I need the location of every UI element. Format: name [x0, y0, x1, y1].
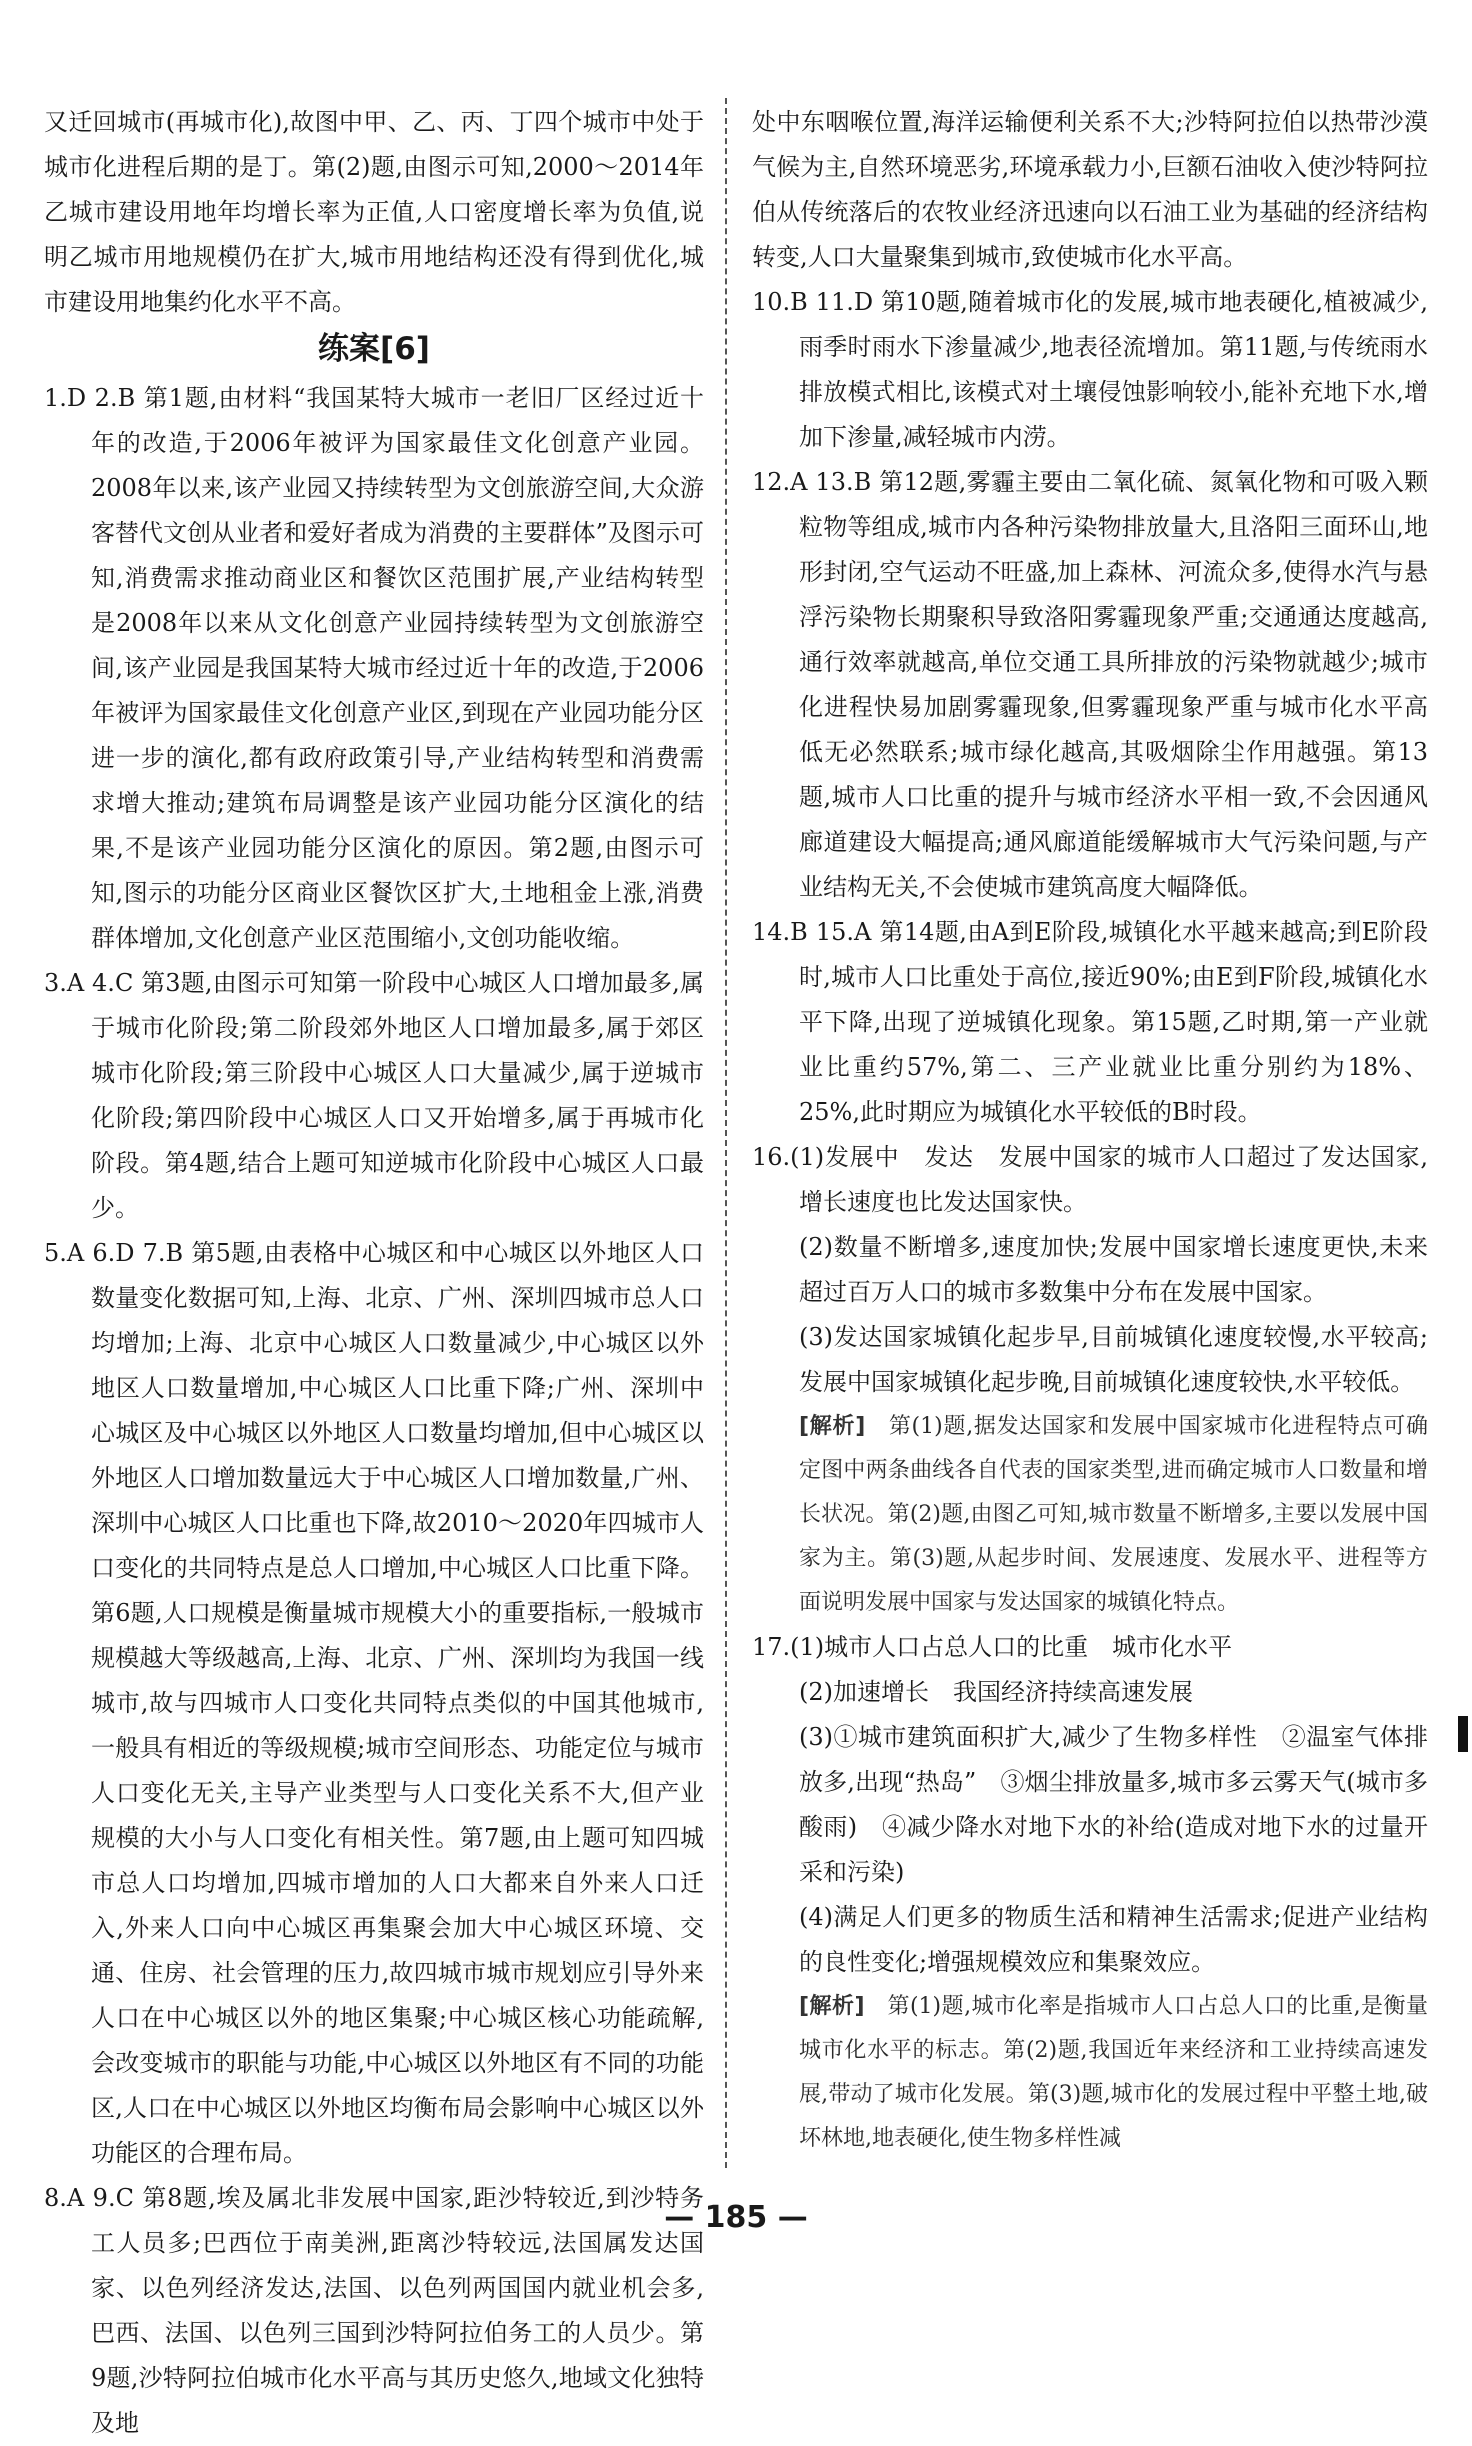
analysis-16	[752, 1405, 1428, 1625]
column-divider	[725, 98, 727, 2168]
answer-17-part4: (4)满足人们更多的物质生活和精神生活需求;促进产业结构的良性变化;增强规模效应和集聚效应。	[799, 1903, 1428, 1976]
answer-17-part3: (3)①城市建筑面积扩大,减少了生物多样性 ②温室气体排放多,出现“热岛” ③烟尘排放量多,城市多云雾天气(城市多酸雨) ④减少降水对地下水的补给(造成对地下水的过量开采和污染)	[799, 1723, 1428, 1886]
answer-8-9: 8.A 9.C 第8题,埃及属北非发展中国家,距沙特较近,到沙特务工人员多;巴西位于南美洲,距离沙特较远,法国属发达国家、以色列经济发达,法国、以色列两国国内就业机会多,巴西、法国、以色列三国到沙特阿拉伯务工的人员少。第9题,沙特阿拉伯城市化水平高与其历史悠久,地域文化独特及地	[44, 2184, 704, 2437]
section-heading: 练案[6]	[318, 331, 430, 367]
answer-9-continued: 处中东咽喉位置,海洋运输便利关系不大;沙特阿拉伯以热带沙漠气候为主,自然环境恶劣,环境承载力小,巨额石油收入使沙特阿拉伯从传统落后的农牧业经济迅速向以石油工业为基础的经济结构转变,人口大量聚集到城市,致使城市化水平高。	[752, 108, 1428, 271]
answer-17-part1: 17.(1)城市人口占总人口的比重 城市化水平	[752, 1633, 1233, 1661]
answer-16-part1: 16.(1)发展中 发达 发展中国家的城市人口超过了发达国家,增长速度也比发达国家快。	[752, 1143, 1428, 1216]
answer-12-13: 12.A 13.B 第12题,雾霾主要由二氧化硫、氮氧化物和可吸入颗粒物等组成,城市内各种污染物排放量大,且洛阳三面环山,地形封闭,空气运动不旺盛,加上森林、河流众多,使得水汽与悬浮污染物长期聚积导致洛阳雾霾现象严重;交通通达度越高,通行效率就越高,单位交通工具所排放的污染物就越少;城市化进程快易加剧雾霾现象,但雾霾现象严重与城市化水平高低无必然联系;城市绿化越高,其吸烟除尘作用越强。第13题,城市人口比重的提升与城市经济水平相一致,不会因通风廊道建设大幅提高;通风廊道能缓解城市大气污染问题,与产业结构无关,不会使城市建筑高度大幅降低。	[752, 468, 1428, 901]
answer-17-part2: (2)加速增长 我国经济持续高速发展	[799, 1678, 1193, 1706]
answer-5-7: 5.A 6.D 7.B 第5题,由表格中心城区和中心城区以外地区人口数量变化数据可知,上海、北京、广州、深圳四城市总人口均增加;上海、北京中心城区人口数量减少,中心城区以外地区人口数量增加,中心城区人口比重下降;广州、深圳中心城区及中心城区以外地区人口数量均增加,但中心城区以外地区人口增加数量远大于中心城区人口增加数量,广州、深圳中心城区人口比重也下降,故2010～2020年四城市人口变化的共同特点是总人口增加,中心城区人口比重下降。第6题,人口规模是衡量城市规模大小的重要指标,一般城市规模越大等级越高,上海、北京、广州、深圳均为我国一线城市,故与四城市人口变化共同特点类似的中国其他城市,一般具有相近的等级规模;城市空间形态、功能定位与城市人口变化无关,主导产业类型与人口变化关系不大,但产业规模的大小与人口变化有相关性。第7题,由上题可知四城市总人口均增加,四城市增加的人口大都来自外来人口迁入,外来人口向中心城区再集聚会加大中心城区环境、交通、住房、社会管理的压力,故四城市城市规划应引导外来人口在中心城区以外的地区集聚;中心城区核心功能疏解,会改变城市的职能与功能,中心城区以外地区有不同的功能区,人口在中心城区以外地区均衡布局会影响中心城区以外功能区的合理布局。	[44, 1239, 704, 2167]
answer-16-part3: (3)发达国家城镇化起步早,目前城镇化速度较慢,水平较高;发展中国家城镇化起步晚,目前城镇化速度较快,水平较低。	[799, 1323, 1428, 1396]
analysis-17-text: 第(1)题,城市化率是指城市人口占总人口的比重,是衡量城市化水平的标志。第(2)题,我国近年来经济和工业持续高速发展,带动了城市化发展。第(3)题,城市化的发展过程中平整土地,破坏林地,地表硬化,使生物多样性减	[799, 1994, 1428, 2151]
analysis-17	[752, 1985, 1428, 2161]
answer-3-4: 3.A 4.C 第3题,由图示可知第一阶段中心城区人口增加最多,属于城市化阶段;第二阶段郊外地区人口增加最多,属于郊区城市化阶段;第三阶段中心城区人口大量减少,属于逆城市化阶段;第四阶段中心城区人口又开始增多,属于再城市化阶段。第4题,结合上题可知逆城市化阶段中心城区人口最少。	[44, 969, 704, 1222]
paragraph-continued: 又迁回城市(再城市化),故图中甲、乙、丙、丁四个城市中处于城市化进程后期的是丁。第(2)题,由图示可知,2000～2014年乙城市建设用地年均增长率为正值,人口密度增长率为负值,说明乙城市用地规模仍在扩大,城市用地结构还没有得到优化,城市建设用地集约化水平不高。	[44, 108, 704, 316]
answer-14-15: 14.B 15.A 第14题,由A到E阶段,城镇化水平越来越高;到E阶段时,城市人口比重处于高位,接近90%;由E到F阶段,城镇化水平下降,出现了逆城镇化现象。第15题,乙时期,第一产业就业比重约57%,第二、三产业就业比重分别约为18%、25%,此时期应为城镇化水平较低的B时段。	[752, 918, 1428, 1126]
analysis-16-text: 第(1)题,据发达国家和发展中国家城市化进程特点可确定图中两条曲线各自代表的国家类型,进而确定城市人口数量和增长状况。第(2)题,由图乙可知,城市数量不断增多,主要以发展中国家为主。第(3)题,从起步时间、发展速度、发展水平、进程等方面说明发展中国家与发达国家的城镇化特点。	[799, 1414, 1428, 1615]
scan-edge-mark	[1458, 1716, 1468, 1752]
analysis-tag: [解析]	[799, 1994, 865, 2019]
answer-16-part2: (2)数量不断增多,速度加快;发展中国家增长速度更快,未来超过百万人口的城市多数集中分布在发展中国家。	[799, 1233, 1428, 1306]
page-number: — 185 —	[664, 2200, 808, 2235]
answer-1-2: 1.D 2.B 第1题,由材料“我国某特大城市一老旧厂区经过近十年的改造,于2006年被评为国家最佳文化创意产业园。2008年以来,该产业园又持续转型为文创旅游空间,大众游客替代文创从业者和爱好者成为消费的主要群体”及图示可知,消费需求推动商业区和餐饮区范围扩展,产业结构转型是2008年以来从文化创意产业园持续转型为文创旅游空间,该产业园是我国某特大城市经过近十年的改造,于2006年被评为国家最佳文化创意产业区,到现在产业园功能分区进一步的演化,都有政府政策引导,产业结构转型和消费需求增大推动;建筑布局调整是该产业园功能分区演化的结果,不是该产业园功能分区演化的原因。第2题,由图示可知,图示的功能分区商业区餐饮区扩大,土地租金上涨,消费群体增加,文化创意产业区范围缩小,文创功能收缩。	[44, 384, 704, 952]
analysis-tag: [解析]	[799, 1414, 866, 1439]
answer-10-11: 10.B 11.D 第10题,随着城市化的发展,城市地表硬化,植被减少,雨季时雨水下渗量减少,地表径流增加。第11题,与传统雨水排放模式相比,该模式对土壤侵蚀影响较小,能补充地下水,增加下渗量,减轻城市内涝。	[752, 288, 1428, 451]
right-column	[752, 100, 1428, 2161]
left-column	[44, 100, 704, 2446]
